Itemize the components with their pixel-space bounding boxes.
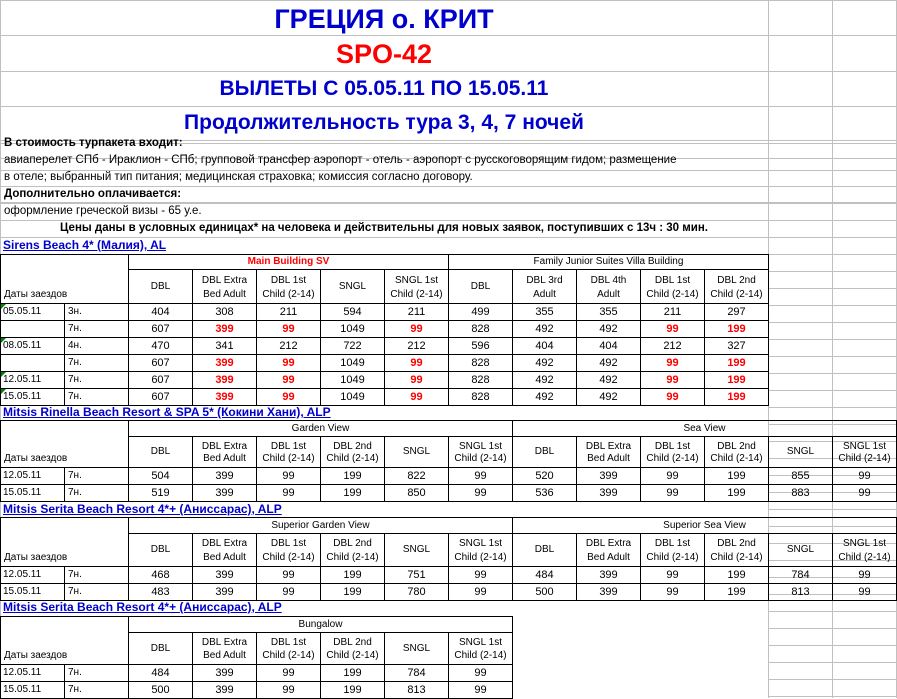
hotel-name-link[interactable]: Mitsis Serita Beach Resort 4*+ (Аниссарас), ALP <box>3 600 282 614</box>
dates-column-label: Даты заездов <box>4 289 68 300</box>
column-header-line-1: DBL 1st <box>270 637 307 648</box>
price-value: 99 <box>410 357 423 369</box>
row-gridline <box>768 339 897 340</box>
tour-duration: Продолжительность тура 3, 4, 7 ночей <box>184 111 584 134</box>
column-header-line-1: SNGL 1st <box>395 275 438 286</box>
price-value: 199 <box>727 586 746 598</box>
column-header-line-2: Bed Adult <box>587 453 630 464</box>
column-header-line-2: Child (2-14) <box>710 552 763 563</box>
price-value: 1049 <box>340 357 365 369</box>
price-value: 99 <box>858 470 871 482</box>
row-gridline <box>768 390 897 391</box>
price-value: 519 <box>151 487 170 499</box>
price-value: 828 <box>471 374 490 386</box>
price-value: 99 <box>474 569 487 581</box>
price-value: 99 <box>666 374 679 386</box>
column-header-line-1: DBL Extra <box>585 441 632 452</box>
price-value: 1049 <box>340 323 365 335</box>
price-value: 492 <box>599 323 618 335</box>
column-header-line-1: DBL 3rd <box>526 275 563 286</box>
price-value: 399 <box>599 586 618 598</box>
column-header-line-2: Bed Adult <box>203 552 246 563</box>
nights: 7н. <box>68 323 82 334</box>
nights: 7н. <box>68 487 82 498</box>
column-header-line-2: Child (2-14) <box>454 453 507 464</box>
column-header-line-1: SNGL 1st <box>843 538 886 549</box>
price-value: 99 <box>858 569 871 581</box>
price-value: 492 <box>599 357 618 369</box>
price-value: 813 <box>407 684 426 696</box>
price-value: 596 <box>471 340 490 352</box>
nights: 7н. <box>68 470 82 481</box>
price-value: 212 <box>407 340 426 352</box>
price-value: 399 <box>215 357 234 369</box>
column-header-line-2: Child (2-14) <box>262 289 315 300</box>
room-group-header: Superior Garden View <box>271 520 370 531</box>
column-header: SNGL <box>338 281 367 292</box>
price-value: 199 <box>727 357 746 369</box>
row-gridline <box>768 373 897 374</box>
price-value: 607 <box>151 323 170 335</box>
price-value: 813 <box>791 586 810 598</box>
price-value: 199 <box>727 470 746 482</box>
arrival-date: 15.05.11 <box>3 487 42 498</box>
row-gridline <box>768 662 897 663</box>
column-header-line-1: DBL 1st <box>654 275 691 286</box>
column-header-line-1: DBL 1st <box>270 538 307 549</box>
nights: 7н. <box>68 391 82 402</box>
nights: 7н. <box>68 586 82 597</box>
column-header: DBL <box>150 643 171 654</box>
column-header-line-2: Child (2-14) <box>262 650 315 661</box>
dates-column-label: Даты заездов <box>4 650 68 661</box>
column-header-line-2: Child (2-14) <box>454 650 507 661</box>
price-value: 470 <box>151 340 170 352</box>
column-header-line-1: DBL Extra <box>585 538 632 549</box>
row-gridline <box>768 679 897 680</box>
price-value: 784 <box>791 569 810 581</box>
price-value: 99 <box>666 586 679 598</box>
room-group-header: Bungalow <box>298 619 343 630</box>
price-value: 499 <box>471 306 490 318</box>
price-value: 99 <box>282 391 295 403</box>
hotel-name-link[interactable]: Mitsis Serita Beach Resort 4*+ (Аниссарас), ALP <box>3 502 282 516</box>
column-header-line-1: DBL 4th <box>590 275 627 286</box>
price-value: 484 <box>151 667 170 679</box>
hotel-name-link[interactable]: Sirens Beach 4* (Малия), AL <box>3 238 167 252</box>
price-value: 722 <box>343 340 362 352</box>
column-header-line-2: Child (2-14) <box>326 650 379 661</box>
price-value: 212 <box>663 340 682 352</box>
price-value: 404 <box>151 306 170 318</box>
nights: 4н. <box>68 340 82 351</box>
column-header-line-2: Child (2-14) <box>838 453 891 464</box>
price-value: 751 <box>407 569 426 581</box>
column-header-line-2: Child (2-14) <box>710 289 763 300</box>
page-title: ГРЕЦИЯ о. КРИТ <box>274 4 494 34</box>
column-header-line-2: Bed Adult <box>203 453 246 464</box>
arrival-date: 15.05.11 <box>3 391 42 402</box>
row-gridline <box>768 237 897 238</box>
column-header-line-2: Bed Adult <box>203 289 246 300</box>
price-value: 199 <box>343 487 362 499</box>
date-cell-border <box>0 320 65 338</box>
price-value: 99 <box>410 323 423 335</box>
column-header-line-2: Child (2-14) <box>646 453 699 464</box>
price-value: 492 <box>535 323 554 335</box>
price-value: 1049 <box>340 391 365 403</box>
price-value: 404 <box>599 340 618 352</box>
price-value: 355 <box>599 306 618 318</box>
price-value: 199 <box>727 569 746 581</box>
price-value: 211 <box>279 306 298 318</box>
price-value: 99 <box>282 569 295 581</box>
column-header-line-1: DBL 2nd <box>333 637 372 648</box>
price-value: 99 <box>858 487 871 499</box>
price-value: 99 <box>282 470 295 482</box>
price-value: 492 <box>535 391 554 403</box>
nights: 7н. <box>68 684 82 695</box>
column-header: DBL <box>534 446 555 457</box>
price-value: 199 <box>727 487 746 499</box>
column-header: SNGL <box>786 544 815 555</box>
price-value: 399 <box>215 569 234 581</box>
dates-column-label: Даты заездов <box>4 453 68 464</box>
price-value: 399 <box>215 667 234 679</box>
arrival-date: 15.05.11 <box>3 586 42 597</box>
column-header: SNGL <box>786 446 815 457</box>
dates-column-label: Даты заездов <box>4 552 68 563</box>
row-gridline <box>768 322 897 323</box>
price-value: 99 <box>666 487 679 499</box>
column-header-line-1: SNGL 1st <box>459 441 502 452</box>
column-header-line-2: Child (2-14) <box>710 453 763 464</box>
row-gridline <box>768 407 897 408</box>
row-gridline <box>768 254 897 255</box>
price-value: 199 <box>343 569 362 581</box>
price-value: 399 <box>599 569 618 581</box>
price-value: 855 <box>791 470 810 482</box>
price-value: 404 <box>535 340 554 352</box>
price-value: 99 <box>282 323 295 335</box>
price-value: 199 <box>343 470 362 482</box>
column-header-line-1: DBL Extra <box>201 441 248 452</box>
date-cell-border <box>0 354 65 372</box>
room-group-header: Family Junior Suites Villa Building <box>533 256 684 267</box>
arrival-date: 12.05.11 <box>3 374 42 385</box>
price-value: 99 <box>474 667 487 679</box>
includes-title: В стоимость турпакета входит: <box>4 137 183 149</box>
price-value: 883 <box>791 487 810 499</box>
row-gridline <box>768 611 897 612</box>
column-header-line-1: DBL 2nd <box>717 538 756 549</box>
row-gridline <box>768 628 897 629</box>
column-header-line-1: DBL 2nd <box>333 538 372 549</box>
comment-indicator-icon <box>1 372 6 377</box>
price-value: 99 <box>666 323 679 335</box>
price-value: 492 <box>535 357 554 369</box>
price-value: 784 <box>407 667 426 679</box>
price-value: 850 <box>407 487 426 499</box>
price-value: 355 <box>535 306 554 318</box>
price-value: 399 <box>215 487 234 499</box>
nights: 7н. <box>68 374 82 385</box>
column-header-line-2: Child (2-14) <box>838 552 891 563</box>
price-value: 99 <box>282 374 295 386</box>
column-header: DBL <box>534 544 555 555</box>
price-value: 211 <box>407 306 426 318</box>
column-header-line-1: DBL 1st <box>270 441 307 452</box>
price-value: 520 <box>535 470 554 482</box>
price-value: 484 <box>535 569 554 581</box>
row-gridline <box>768 305 897 306</box>
price-value: 399 <box>215 470 234 482</box>
column-header-line-1: DBL Extra <box>201 275 248 286</box>
column-header-line-2: Child (2-14) <box>390 289 443 300</box>
comment-indicator-icon <box>1 304 6 309</box>
column-header-line-1: DBL 2nd <box>717 441 756 452</box>
price-value: 99 <box>474 684 487 696</box>
room-group-header: Main Building SV <box>247 256 330 267</box>
price-value: 399 <box>599 470 618 482</box>
spo-code: SPO-42 <box>335 39 433 69</box>
includes-line-2: в отеле; выбранный тип питания; медицинская страховка; комиссия согласно договору. <box>4 171 473 183</box>
column-header: SNGL <box>402 446 431 457</box>
price-value: 341 <box>215 340 234 352</box>
column-header: DBL <box>470 281 491 292</box>
price-value: 607 <box>151 374 170 386</box>
column-header: DBL <box>150 281 171 292</box>
price-value: 199 <box>343 667 362 679</box>
arrival-date: 12.05.11 <box>3 667 42 678</box>
price-value: 399 <box>215 586 234 598</box>
column-header-line-2: Child (2-14) <box>262 453 315 464</box>
column-header-line-2: Adult <box>533 289 556 300</box>
column-header-line-2: Child (2-14) <box>454 552 507 563</box>
price-value: 99 <box>282 586 295 598</box>
column-header-line-2: Child (2-14) <box>262 552 315 563</box>
price-value: 1049 <box>340 374 365 386</box>
price-value: 607 <box>151 357 170 369</box>
arrival-date: 08.05.11 <box>3 340 42 351</box>
nights: 7н. <box>68 667 82 678</box>
column-header-line-2: Bed Adult <box>203 650 246 661</box>
price-value: 607 <box>151 391 170 403</box>
price-value: 327 <box>727 340 746 352</box>
price-value: 297 <box>727 306 746 318</box>
price-value: 99 <box>410 374 423 386</box>
price-value: 536 <box>535 487 554 499</box>
column-header-line-1: DBL 2nd <box>333 441 372 452</box>
departure-dates: ВЫЛЕТЫ С 05.05.11 ПО 15.05.11 <box>219 77 549 100</box>
price-value: 399 <box>215 391 234 403</box>
column-header-line-1: DBL Extra <box>201 538 248 549</box>
room-group-header: Superior Sea View <box>663 520 746 531</box>
price-value: 99 <box>282 667 295 679</box>
nights: 3н. <box>68 306 82 317</box>
price-value: 822 <box>407 470 426 482</box>
row-gridline <box>0 0 897 1</box>
column-header-line-1: SNGL 1st <box>459 538 502 549</box>
column-header-line-1: SNGL 1st <box>843 441 886 452</box>
price-value: 399 <box>215 323 234 335</box>
price-value: 308 <box>215 306 234 318</box>
row-gridline <box>768 288 897 289</box>
arrival-date: 12.05.11 <box>3 470 42 481</box>
price-value: 828 <box>471 391 490 403</box>
extra-line-1: оформление греческой визы - 65 у.е. <box>4 205 202 217</box>
price-value: 212 <box>279 340 298 352</box>
prices-note: Цены даны в условных единицах* на человека и действительны для новых заявок, поступивших с 13ч : 30 мин. <box>60 222 708 234</box>
price-value: 199 <box>343 684 362 696</box>
price-value: 594 <box>343 306 362 318</box>
price-value: 500 <box>535 586 554 598</box>
column-header-line-1: DBL 1st <box>270 275 307 286</box>
column-header: SNGL <box>402 544 431 555</box>
column-header-line-2: Child (2-14) <box>326 552 379 563</box>
column-header-line-1: DBL Extra <box>201 637 248 648</box>
nights: 7н. <box>68 357 82 368</box>
price-value: 211 <box>663 306 682 318</box>
column-header-line-1: SNGL 1st <box>459 637 502 648</box>
column-header: DBL <box>150 446 171 457</box>
price-value: 492 <box>535 374 554 386</box>
column-header-line-2: Child (2-14) <box>646 289 699 300</box>
price-value: 199 <box>727 391 746 403</box>
comment-indicator-icon <box>1 338 6 343</box>
column-header-line-1: DBL 1st <box>654 538 691 549</box>
row-gridline <box>768 509 897 510</box>
price-value: 99 <box>282 684 295 696</box>
price-value: 500 <box>151 684 170 696</box>
price-value: 99 <box>410 391 423 403</box>
column-header-line-2: Adult <box>597 289 620 300</box>
price-value: 99 <box>474 586 487 598</box>
row-gridline <box>768 696 897 697</box>
price-value: 99 <box>474 487 487 499</box>
price-value: 780 <box>407 586 426 598</box>
price-value: 828 <box>471 357 490 369</box>
includes-line-1: авиаперелет СПб - Ираклион - СПб; групповой трансфер аэропорт - отель - аэропорт с русскоговорящим гидом; размещение <box>4 154 677 166</box>
extra-title: Дополнительно оплачивается: <box>4 188 182 200</box>
price-value: 504 <box>151 470 170 482</box>
row-gridline <box>768 645 897 646</box>
price-value: 483 <box>151 586 170 598</box>
price-value: 99 <box>666 470 679 482</box>
price-value: 399 <box>599 487 618 499</box>
price-value: 199 <box>727 374 746 386</box>
row-gridline <box>768 271 897 272</box>
column-header-line-2: Child (2-14) <box>646 552 699 563</box>
column-header-line-1: DBL 2nd <box>717 275 756 286</box>
price-value: 828 <box>471 323 490 335</box>
price-value: 99 <box>474 470 487 482</box>
room-group-header: Garden View <box>291 423 350 434</box>
column-header-line-2: Bed Adult <box>587 552 630 563</box>
column-header: DBL <box>150 544 171 555</box>
room-group-header: Sea View <box>683 423 726 434</box>
price-value: 99 <box>666 391 679 403</box>
price-value: 492 <box>599 391 618 403</box>
hotel-name-link[interactable]: Mitsis Rinella Beach Resort & SPA 5* (Кокини Хани), ALP <box>3 405 331 419</box>
price-value: 99 <box>666 357 679 369</box>
price-value: 492 <box>599 374 618 386</box>
arrival-date: 15.05.11 <box>3 684 42 695</box>
price-value: 399 <box>215 684 234 696</box>
column-header-line-2: Child (2-14) <box>326 453 379 464</box>
column-header: SNGL <box>402 643 431 654</box>
column-header-line-1: DBL 1st <box>654 441 691 452</box>
price-value: 399 <box>215 374 234 386</box>
row-gridline <box>768 356 897 357</box>
nights: 7н. <box>68 569 82 580</box>
price-value: 468 <box>151 569 170 581</box>
arrival-date: 12.05.11 <box>3 569 42 580</box>
price-value: 99 <box>858 586 871 598</box>
price-value: 199 <box>343 586 362 598</box>
price-value: 199 <box>727 323 746 335</box>
price-value: 99 <box>666 569 679 581</box>
price-value: 99 <box>282 487 295 499</box>
price-value: 99 <box>282 357 295 369</box>
comment-indicator-icon <box>1 389 6 394</box>
arrival-date: 05.05.11 <box>3 306 42 317</box>
